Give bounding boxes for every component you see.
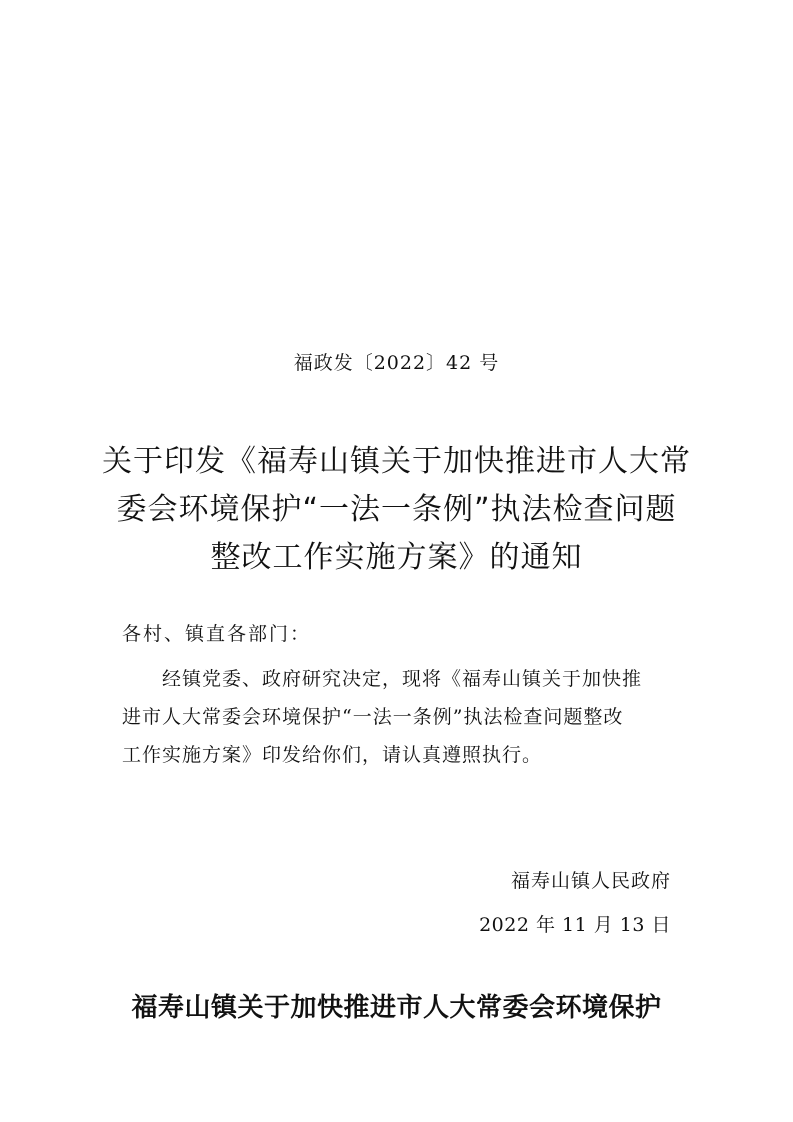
attachment-heading: 福寿山镇关于加快推进市人大常委会环境保护 [131,993,662,1023]
issuing-authority: 福寿山镇人民政府 [510,870,671,892]
body-paragraph [122,660,678,774]
body-line: 进市人大常委会环境保护“一法一条例”执法检查问题整改 [122,706,624,728]
document-number: 福政发〔2022〕42 号 [293,352,500,374]
document-title-line: 整改工作实施方案》的通知 [210,540,583,575]
document-title-line: 关于印发《福寿山镇关于加快推进市人大常 [102,444,691,479]
document-title [90,438,703,582]
salutation: 各村、镇直各部门： [122,623,312,645]
body-line: 工作实施方案》印发给你们，请认真遵照执行。 [122,744,543,766]
document-title-line: 委会环境保护“一法一条例”执法检查问题 [116,492,677,527]
issue-date: 2022 年 11 月 13 日 [479,914,671,936]
body-line: 经镇党委、政府研究决定，现将《福寿山镇关于加快推 [122,668,643,690]
